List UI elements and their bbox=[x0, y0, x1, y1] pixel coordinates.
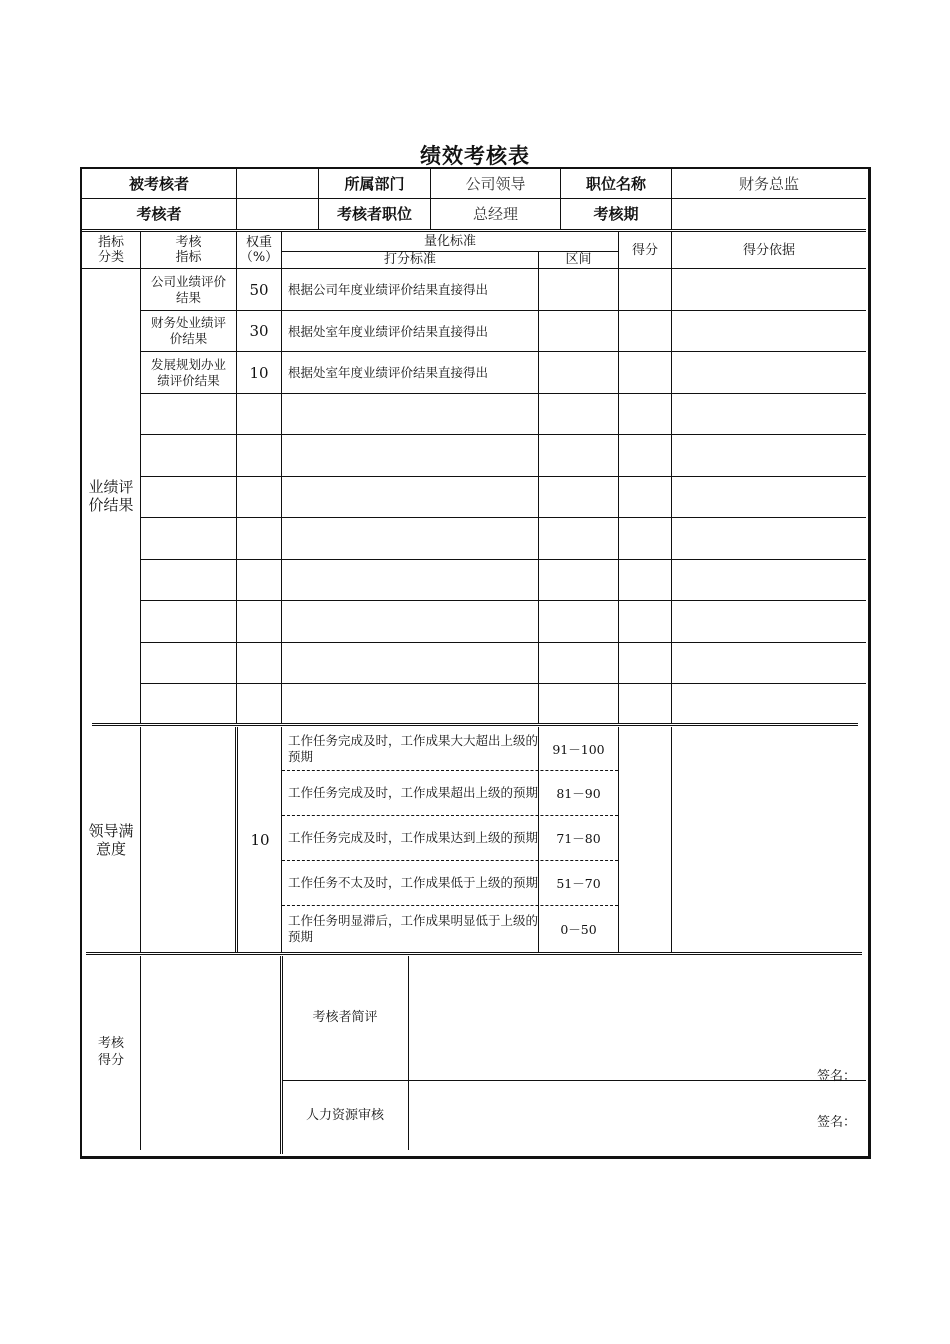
position-value[interactable]: 财务总监 bbox=[738, 175, 799, 193]
indicator-cell: 财务处业绩评 价结果 bbox=[150, 315, 226, 346]
range-cell: 51－70 bbox=[556, 875, 601, 891]
section-divider bbox=[92, 723, 858, 726]
range-cell: 71－80 bbox=[556, 830, 601, 846]
range-cell: 0－50 bbox=[560, 921, 597, 937]
assessor-position-label: 考核者职位 bbox=[336, 205, 412, 223]
row-divider bbox=[140, 600, 866, 601]
assessor-label: 考核者 bbox=[136, 205, 182, 223]
page-title: 绩效考核表 bbox=[420, 143, 530, 168]
col-header-score: 得分 bbox=[631, 242, 658, 258]
period-label: 考核期 bbox=[593, 205, 639, 223]
row-divider bbox=[140, 517, 866, 518]
hr-signature-label: 签名： bbox=[817, 1115, 857, 1130]
criteria-cell: 工作任务明显滞后，工作成果明显低于上级的预期 bbox=[288, 912, 539, 944]
weight-cell: 30 bbox=[249, 322, 269, 340]
criteria-cell: 根据公司年度业绩评价结果直接得出 bbox=[288, 282, 489, 297]
body-col-divider bbox=[618, 727, 619, 953]
section-divider bbox=[86, 952, 862, 955]
indicator-cell: 公司业绩评价 结果 bbox=[150, 273, 226, 305]
assessor-position-value[interactable]: 总经理 bbox=[472, 205, 518, 223]
assessor-signature-label: 签名： bbox=[817, 1069, 857, 1084]
row-divider bbox=[140, 559, 866, 560]
total-score-label: 考核 得分 bbox=[97, 1036, 124, 1068]
hr-review-label: 人力资源审核 bbox=[305, 1108, 384, 1124]
row-divider bbox=[140, 434, 866, 435]
col-header-basis: 得分依据 bbox=[742, 242, 795, 258]
col-header-range: 区间 bbox=[565, 252, 592, 268]
col-header-weight: 权重 （%） bbox=[239, 235, 279, 265]
criteria-cell: 工作任务不太及时，工作成果低于上级的预期 bbox=[288, 874, 539, 890]
assessor-value[interactable] bbox=[237, 199, 318, 229]
assessee-value[interactable] bbox=[237, 170, 318, 198]
row-divider bbox=[140, 683, 866, 684]
range-cell: 81－90 bbox=[556, 785, 601, 801]
position-label: 职位名称 bbox=[585, 175, 646, 193]
range-cell: 91－100 bbox=[552, 741, 605, 757]
col-header-indicator: 考核 指标 bbox=[175, 235, 202, 265]
indicator-cell: 发展规划办业 绩评价结果 bbox=[150, 356, 226, 388]
dept-label: 所属部门 bbox=[344, 175, 405, 193]
body-col-divider bbox=[671, 727, 672, 953]
body-col-divider bbox=[235, 727, 238, 953]
criteria-cell: 工作任务完成及时，工作成果达到上级的预期 bbox=[288, 829, 539, 845]
body-col-divider bbox=[671, 232, 672, 724]
footer-col-divider bbox=[408, 956, 409, 1150]
col-header-quant: 量化标准 bbox=[423, 234, 476, 250]
body-col-divider bbox=[538, 251, 539, 724]
header-bottom-divider bbox=[82, 229, 866, 232]
footer-col-divider bbox=[140, 956, 141, 1150]
dept-value[interactable]: 公司领导 bbox=[465, 175, 526, 193]
weight-cell: 10 bbox=[249, 363, 269, 382]
row-divider bbox=[140, 642, 866, 643]
satisfaction-category: 领导满 意度 bbox=[88, 822, 134, 858]
row-divider bbox=[140, 393, 866, 394]
row-divider bbox=[140, 476, 866, 477]
criteria-cell: 工作任务完成及时，工作成果大大超出上级的预期 bbox=[288, 732, 539, 764]
performance-category: 业绩评 价结果 bbox=[88, 478, 134, 514]
col-header-category: 指标 分类 bbox=[97, 235, 124, 265]
body-col-divider bbox=[140, 727, 141, 953]
body-col-divider bbox=[618, 232, 619, 724]
assessee-label: 被考核者 bbox=[128, 175, 189, 193]
period-value[interactable] bbox=[672, 199, 866, 229]
criteria-cell: 根据处室年度业绩评价结果直接得出 bbox=[288, 365, 489, 380]
criteria-cell: 根据处室年度业绩评价结果直接得出 bbox=[288, 323, 489, 339]
weight-cell: 50 bbox=[249, 280, 269, 299]
satisfaction-weight: 10 bbox=[250, 831, 270, 849]
col-header-criteria: 打分标准 bbox=[383, 252, 436, 268]
assessor-comment-label: 考核者简评 bbox=[312, 1010, 378, 1026]
criteria-cell: 工作任务完成及时，工作成果超出上级的预期 bbox=[288, 784, 539, 800]
